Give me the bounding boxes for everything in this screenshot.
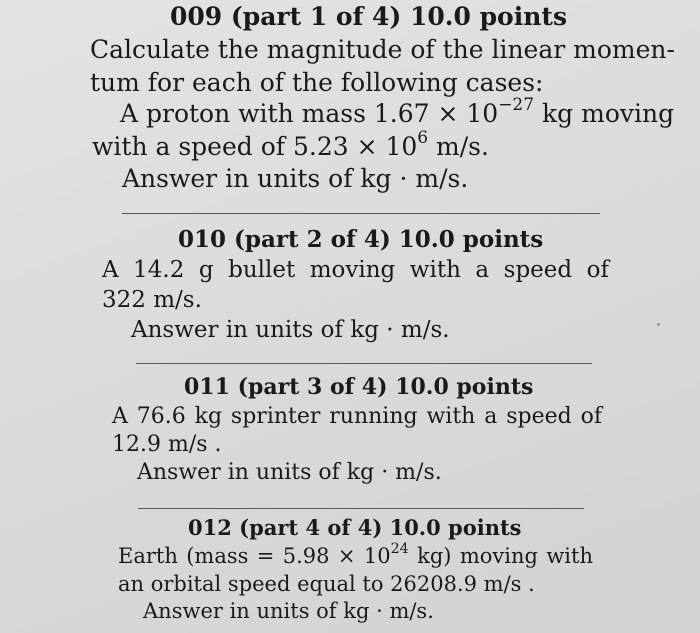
problem-text-line: tum for each of the following cases: <box>90 68 544 97</box>
problem-header: 009 (part 1 of 4) 10.0 points <box>170 2 568 31</box>
problem-text-line: Calculate the magnitude of the linear momen- <box>90 35 675 64</box>
text-segment: A proton with mass 1.67 × 10 <box>120 99 499 128</box>
problem-header: 010 (part 2 of 4) 10.0 points <box>178 226 544 253</box>
problem-text-line: 12.9 m/s . <box>112 432 222 457</box>
section-divider <box>122 213 600 214</box>
problem-text-line: 322 m/s. <box>102 287 202 313</box>
problem-text-line <box>120 97 674 130</box>
section-divider <box>136 363 592 364</box>
answer-units: Answer in units of kg · m/s. <box>137 460 442 485</box>
answer-units: Answer in units of kg · m/s. <box>143 599 434 623</box>
answer-units: Answer in units of kg · m/s. <box>122 164 469 193</box>
problem-text-line: A 14.2 g bullet moving with a speed of <box>102 257 609 283</box>
problem-header: 011 (part 3 of 4) 10.0 points <box>184 374 534 400</box>
problem-text-line: an orbital speed equal to 26208.9 m/s . <box>118 572 535 596</box>
problem-text-line <box>118 542 593 570</box>
text-segment: kg moving <box>534 99 675 128</box>
problem-text-line: A 76.6 kg sprinter running with a speed of <box>112 404 602 429</box>
exponent: 24 <box>390 540 409 557</box>
exponent: −27 <box>498 95 535 116</box>
section-divider <box>138 508 584 509</box>
text-segment: Earth (mass = 5.98 × 10 <box>118 544 391 568</box>
exponent: 6 <box>417 128 429 149</box>
text-segment: kg) moving with <box>408 544 593 568</box>
problem-text-line <box>92 130 489 163</box>
problem-header: 012 (part 4 of 4) 10.0 points <box>188 515 522 540</box>
text-segment: with a speed of 5.23 × 10 <box>92 132 418 161</box>
answer-units: Answer in units of kg · m/s. <box>131 317 450 343</box>
text-segment: m/s. <box>428 132 489 161</box>
speck-mark <box>657 323 660 326</box>
